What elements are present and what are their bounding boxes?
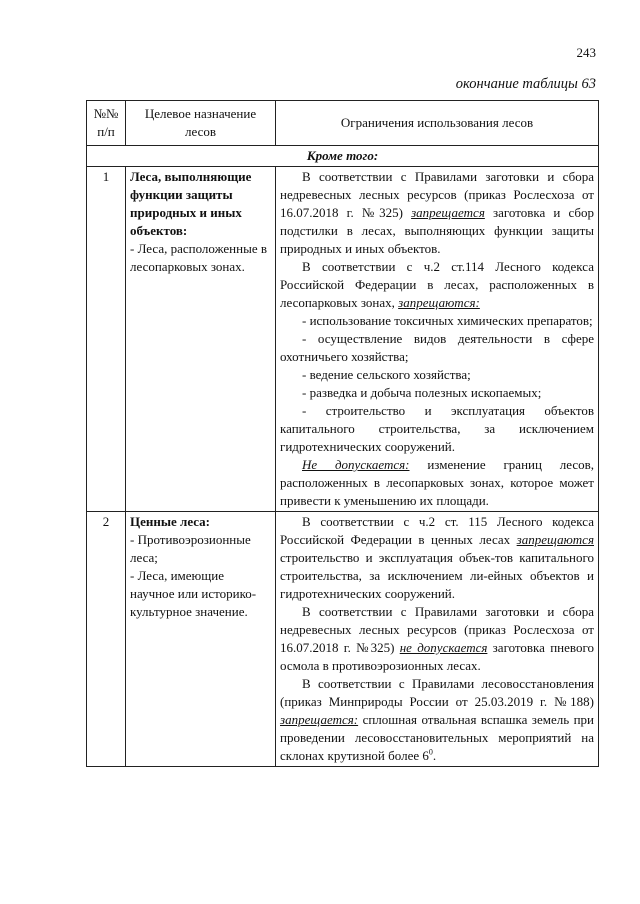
table-row — [87, 512, 599, 767]
emphasis-text: запрещаются — [516, 532, 594, 547]
emphasis-text: Не допускается: — [302, 457, 410, 472]
restriction-list-item: - осуществление видов деятельности в сфере охотничьего хозяйства; — [280, 331, 594, 364]
row-restrictions — [276, 512, 599, 767]
row-purpose — [126, 512, 276, 767]
restriction-paragraph: В соответствии с ч.2 ст. 115 Лесного кодекса Российской Федерации в ценных лесах запрещаются строительство и эксплуатация объек-тов капитального строительства, за исключением ли-ейных объектов и гидротехнических сооружений. — [280, 514, 594, 601]
page-number: 243 — [576, 45, 596, 60]
table-caption: окончание таблицы 63 — [455, 76, 596, 92]
restriction-paragraph: Не допускается: изменение границ лесов, расположенных в лесопарковых зонах, которое может привести к уменьшению их площади. — [280, 457, 595, 508]
table-row — [87, 167, 599, 512]
purpose-item: - Леса, имеющие научное или историко-культурное значение. — [130, 568, 257, 619]
restriction-list-item: - строительство и эксплуатация объектов капитального строительства, за исключением гидротехнических сооружений. — [280, 403, 594, 454]
restriction-list-item: - ведение сельского хозяйства; — [302, 367, 471, 382]
restriction-list-item: - использование токсичных химических препаратов; — [302, 313, 593, 328]
emphasis-text: запрещается: — [280, 712, 359, 727]
row-number: 1 — [87, 167, 126, 512]
emphasis-text: не допускается — [399, 640, 488, 655]
purpose-item: - Противоэрозионные леса; — [130, 532, 251, 565]
row-restrictions — [276, 167, 599, 512]
purpose-item: - Леса, расположенные в лесопарковых зонах. — [130, 241, 267, 274]
table-subheader-row — [87, 146, 599, 167]
restriction-list-item: - разведка и добыча полезных ископаемых; — [302, 385, 542, 400]
purpose-title: Леса, выполняющие функции защиты природных и иных объектов: — [130, 169, 252, 238]
emphasis-text: запрещаются: — [398, 295, 480, 310]
purpose-title: Ценные леса: — [130, 514, 211, 529]
header-purpose: Целевое назначение лесов — [126, 101, 276, 146]
restrictions-table — [86, 100, 599, 767]
restriction-paragraph: В соответствии с Правилами заготовки и сбора недревесных лесных ресурсов (приказ Рослесхоза от 16.07.2018 г. №325) запрещается заготовка и сбор подстилки в лесах, выполняющих функции защиты природных и иных объектов. — [280, 169, 594, 256]
restriction-paragraph: В соответствии с Правилами лесовосстановления (приказ Минприроды России от 25.03.2019 г. №188) запрещается: сплошная отвальная вспашка земель при проведении лесовосстановительных мероприятий на склонах крутизной более $6^0$. — [280, 676, 594, 763]
restriction-paragraph: В соответствии с Правилами заготовки и сбора недревесных лесных ресурсов (приказ Рослесхоза от 16.07.2018 г. №325) не допускается заготовка пневого осмола в противоэрозионных лесах. — [280, 604, 594, 673]
header-restrictions: Ограничения использования лесов — [276, 101, 599, 146]
table-header-row — [87, 101, 599, 146]
emphasis-text: запрещается — [411, 205, 485, 220]
degree-superscript: 0 — [428, 747, 433, 757]
row-purpose — [126, 167, 276, 512]
restriction-paragraph: В соответствии с ч.2 ст.114 Лесного кодекса Российской Федерации в лесах, расположенных в лесопарковых зонах, запрещаются: — [280, 259, 594, 310]
header-number: №№ п/п — [87, 101, 126, 146]
row-number: 2 — [87, 512, 126, 767]
subheader-text: Кроме того: — [87, 146, 599, 167]
